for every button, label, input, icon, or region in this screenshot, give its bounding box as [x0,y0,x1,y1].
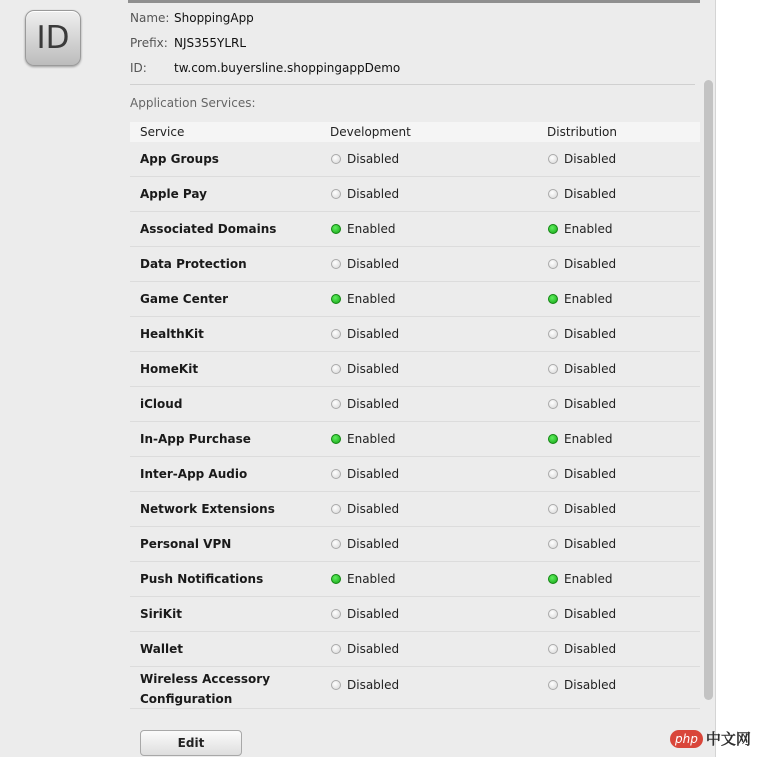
service-name: Associated Domains [140,222,277,236]
distribution-status [548,327,616,342]
distribution-status [548,152,616,167]
table-row [130,667,700,709]
development-status [331,432,396,447]
table-row [130,142,700,177]
column-header-service: Service [140,125,185,139]
distribution-status-text: Disabled [564,397,617,411]
services-table [130,122,700,709]
bundle-id-label: ID: [130,61,147,75]
distribution-status [548,292,613,307]
distribution-status [548,187,616,202]
distribution-status-text: Disabled [564,362,617,376]
development-status-text: Disabled [347,607,400,621]
green-dot-icon [331,434,341,444]
development-status-text: Disabled [347,678,400,692]
table-row [130,597,700,632]
green-dot-icon [548,224,558,234]
gray-dot-icon [548,539,558,549]
gray-dot-icon [548,680,558,690]
service-name: Personal VPN [140,537,232,551]
green-dot-icon [331,224,341,234]
service-name: Push Notifications [140,572,264,586]
table-row [130,317,700,352]
distribution-status [548,467,616,482]
distribution-status-text: Disabled [564,327,617,341]
development-status-text: Disabled [347,152,400,166]
gray-dot-icon [331,680,341,690]
scrollbar-thumb[interactable] [704,80,713,700]
service-name: Apple Pay [140,187,207,201]
distribution-status [548,678,616,693]
id-badge-text: ID [36,20,70,56]
green-dot-icon [331,294,341,304]
section-divider [130,84,695,85]
development-status [331,397,399,412]
development-status-text: Disabled [347,467,400,481]
table-row [130,562,700,597]
development-status [331,607,399,622]
development-status [331,537,399,552]
gray-dot-icon [331,469,341,479]
development-status [331,642,399,657]
development-status [331,152,399,167]
gray-dot-icon [548,154,558,164]
development-status [331,292,396,307]
service-name-line: Wireless Accessory [140,672,271,686]
column-header-development: Development [330,125,411,139]
development-status-text: Enabled [347,572,396,586]
distribution-status-text: Enabled [564,222,613,236]
distribution-status-text: Disabled [564,152,617,166]
gray-dot-icon [548,189,558,199]
service-name: App Groups [140,152,219,166]
watermark-badge: php [670,730,703,748]
table-row [130,177,700,212]
distribution-status [548,537,616,552]
development-status [331,572,396,587]
green-dot-icon [331,574,341,584]
distribution-status [548,502,616,517]
development-status-text: Disabled [347,642,400,656]
development-status-text: Enabled [347,432,396,446]
column-header-distribution: Distribution [547,125,618,139]
name-value: ShoppingApp [174,11,254,25]
gray-dot-icon [548,399,558,409]
gray-dot-icon [331,189,341,199]
gray-dot-icon [331,154,341,164]
table-row [130,212,700,247]
gray-dot-icon [331,504,341,514]
service-name: SiriKit [140,607,182,621]
gray-dot-icon [331,609,341,619]
gray-dot-icon [331,364,341,374]
service-name [140,669,270,709]
table-row [130,387,700,422]
top-divider [128,0,700,3]
distribution-status [548,397,616,412]
table-row [130,527,700,562]
distribution-status-text: Enabled [564,572,613,586]
development-status [331,327,399,342]
gray-dot-icon [548,259,558,269]
distribution-status [548,222,613,237]
gray-dot-icon [548,364,558,374]
distribution-status [548,362,616,377]
development-status-text: Disabled [347,362,400,376]
development-status [331,222,396,237]
development-status [331,362,399,377]
prefix-label: Prefix: [130,36,168,50]
prefix-value: NJS355YLRL [174,36,247,50]
distribution-status-text: Enabled [564,292,613,306]
development-status [331,187,399,202]
service-name: Inter-App Audio [140,467,248,481]
development-status-text: Disabled [347,502,400,516]
table-row [130,632,700,667]
development-status-text: Disabled [347,537,400,551]
distribution-status-text: Disabled [564,607,617,621]
id-badge-icon [25,10,81,66]
distribution-status-text: Disabled [564,467,617,481]
gray-dot-icon [548,644,558,654]
distribution-status-text: Disabled [564,257,617,271]
application-services-title: Application Services: [130,96,256,110]
gray-dot-icon [331,259,341,269]
table-row [130,247,700,282]
distribution-status-text: Disabled [564,537,617,551]
table-row [130,282,700,317]
green-dot-icon [548,294,558,304]
watermark-logo [670,727,751,749]
service-name: Network Extensions [140,502,275,516]
service-name: iCloud [140,397,183,411]
bundle-id-value: tw.com.buyersline.shoppingappDemo [174,61,401,75]
watermark-text: 中文网 [705,729,751,748]
development-status-text: Disabled [347,397,400,411]
services-table-body [130,142,700,709]
distribution-status [548,642,616,657]
development-status [331,257,399,272]
service-name: Data Protection [140,257,247,271]
service-name: HealthKit [140,327,204,341]
gray-dot-icon [331,644,341,654]
service-name: HomeKit [140,362,199,376]
green-dot-icon [548,574,558,584]
distribution-status [548,572,613,587]
table-row [130,352,700,387]
distribution-status-text: Disabled [564,642,617,656]
name-label: Name: [130,11,170,25]
distribution-status [548,432,613,447]
development-status-text: Enabled [347,292,396,306]
distribution-status [548,607,616,622]
gray-dot-icon [548,469,558,479]
development-status-text: Disabled [347,187,400,201]
green-dot-icon [548,434,558,444]
distribution-status-text: Disabled [564,187,617,201]
development-status-text: Disabled [347,327,400,341]
distribution-status-text: Enabled [564,432,613,446]
service-name: Game Center [140,292,229,306]
gray-dot-icon [331,399,341,409]
service-name-line: Configuration [140,692,233,706]
service-name: Wallet [140,642,184,656]
gray-dot-icon [548,609,558,619]
table-row [130,492,700,527]
distribution-status-text: Disabled [564,502,617,516]
table-row [130,457,700,492]
distribution-status [548,257,616,272]
development-status-text: Disabled [347,257,400,271]
edit-button[interactable]: Edit [140,730,242,756]
gray-dot-icon [331,329,341,339]
service-name: In-App Purchase [140,432,251,446]
table-row [130,422,700,457]
development-status [331,502,399,517]
development-status [331,467,399,482]
gray-dot-icon [331,539,341,549]
gray-dot-icon [548,504,558,514]
development-status-text: Enabled [347,222,396,236]
gray-dot-icon [548,329,558,339]
distribution-status-text: Disabled [564,678,617,692]
services-table-header [130,122,700,142]
development-status [331,678,399,693]
